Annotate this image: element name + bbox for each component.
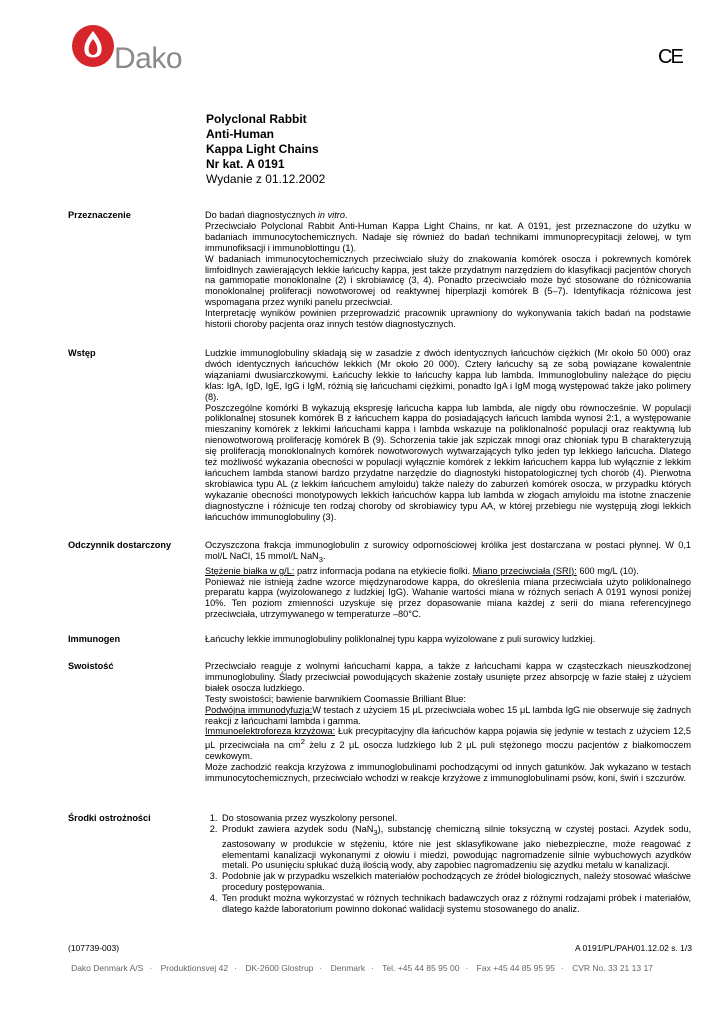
superscript: 2 xyxy=(300,737,305,747)
text: Stężenie białka w g/L: xyxy=(205,565,295,576)
text: L puli stężonego moczu pacjentów z białkomoczem cewkowym. xyxy=(205,740,691,762)
text: . xyxy=(322,550,326,561)
paragraph: Łańcuchy lekkie immunoglobuliny poliklonalnej typu kappa wyizolowane z puli surowicy ludzkiej. xyxy=(205,634,596,644)
section-label: Immunogen xyxy=(68,634,121,644)
title-line: Kappa Light Chains xyxy=(206,142,319,156)
edition-date: Wydanie z 01.12.2002 xyxy=(206,172,326,186)
section-label: Przeznaczenie xyxy=(68,210,131,220)
catalog-number: Nr kat. A 0191 xyxy=(206,157,285,171)
text: L lambda IgG nie obserwuje się żadnych reakcji z łańcuchami lambda i gamma. xyxy=(205,704,691,726)
text: Łuk precypitacyjny dla łańcuchów kappa pojawia się jedynie w testach z użyciem 12,5 xyxy=(335,726,691,737)
paragraph: Testy swoistości; bawienie barwnikiem Coomassie Brilliant Blue: xyxy=(205,693,466,704)
paragraph: Ludzkie immunoglobuliny składają się w zasadzie z dwóch identycznych łańcuchów ciężkich (Mr około 50 000) oraz dwóch identycznych łańcuchów lekkich (Mr około 20 000). Cztery łańcuchy są ze sobą powiązane kowalentnie wiązaniami dwusiarczkowymi. Łańcuchy lekkie to łańcuchy kappa lub lambda. Immunoglobuliny należące do pięciu klas: IgA, IgD, IgE, IgG i IgM, różnią się łańcuchami ciężkimi, ponadto IgA i IgM mogą występować także jako polimery (8). xyxy=(205,348,691,402)
address-part: DK-2600 Glostrup xyxy=(245,963,314,973)
section-content xyxy=(205,540,691,620)
product-title xyxy=(206,112,325,187)
text: L przeciwciała wobec 15 xyxy=(417,704,520,715)
document-code: (107739-003) xyxy=(68,943,120,953)
micro-symbol: μ xyxy=(349,740,355,751)
text: Miano przeciwciała (SRI): xyxy=(472,565,577,576)
cvr-number: CVR No. 33 21 13 17 xyxy=(572,963,653,973)
text: patrz informacja podana na etykiecie fiolki. xyxy=(294,565,473,576)
section-content xyxy=(205,210,691,330)
dako-logo xyxy=(70,22,195,77)
text: żelu z 2 xyxy=(304,740,349,751)
paragraph: Może zachodzić reakcja krzyżowa z immunoglobulinami pochodzącymi od innych gatunków. Jak wykazano w testach immunocytochemicznych, przeciwciało wchodzi w reakcje krzyżowe z immunoglobulinami psów, koni, świń i szczurów. xyxy=(205,762,691,784)
micro-symbol: μ xyxy=(205,740,211,751)
section-label: Środki ostrożności xyxy=(68,813,151,823)
brand-name: Dako xyxy=(114,42,183,75)
company-address: Dako Denmark A/S · Produktionsvej 42 · DK-2600 Glostrup · Denmark · Tel. +45 44 85 95 00 · Fax +45 44 85 95 95 · CVR No. 33 21 13 17 xyxy=(71,963,653,973)
address-part: Denmark xyxy=(330,963,366,973)
dako-logo-icon xyxy=(70,22,116,72)
section-content xyxy=(205,813,691,915)
page-reference: A 0191/PL/PAH/01.12.02 s. 1/3 xyxy=(574,943,692,953)
text: Immunoelektroforeza krzyżowa: xyxy=(205,726,336,737)
text: . xyxy=(344,210,348,220)
section-label: Swoistość xyxy=(68,661,114,671)
text: Podwójna immunodyfuzja: xyxy=(205,704,313,715)
fax-number: Fax +45 44 85 95 95 xyxy=(476,963,555,973)
text: L przeciwciała na cm xyxy=(210,740,301,751)
phone-number: Tel. +45 44 85 95 00 xyxy=(382,963,460,973)
micro-symbol: μ xyxy=(412,704,418,715)
section-content xyxy=(205,348,691,523)
address-part: Dako Denmark A/S xyxy=(71,963,144,973)
list-item: 4. Ten produkt można wykorzystać w różnych technikach badawczych oraz z różnymi rodzajami próbek i materiałów, dlatego każde laboratorium powinno dokonać walidacji systemu stosowanego do analiz. xyxy=(220,893,691,915)
title-line: Anti-Human xyxy=(206,127,274,141)
text: in vitro xyxy=(317,210,345,220)
list-item: 3. Podobnie jak w przypadku wszelkich materiałów pochodzących ze źródeł biologicznych, należy stosować właściwe procedury postępowania. xyxy=(220,871,691,893)
text: 600 mg/L (10). xyxy=(576,565,639,576)
text: W testach z użyciem 15 xyxy=(312,704,413,715)
paragraph: W badaniach immunocytochemicznych przeciwciało służy do znakowania komórek osocza i pokrewnych komórek limfoidlnych zawierających lekkie łańcuchy kappa, jest także przydatnym narzędziem do klasyfikacji pacjentów chorych na gammopatie monoklonalne (2) i skrobiawicę (3, 4). Ponadto przeciwciało może być stosowane do różnicowania monoklonalnej proliferacji nowotworowej od reaktywnej hiperplazji komórek B (5–7). Identyfikacja różnicowa jest wspomagana przez wyniki panelu przeciwciał. xyxy=(205,253,691,308)
title-line: Polyclonal Rabbit xyxy=(206,112,307,126)
ce-mark: CE xyxy=(658,46,682,68)
paragraph: Przeciwciało reaguje z wolnymi łańcuchami kappa, a także z łańcuchami kappa w cząsteczkach nieuszkodzonej immunoglobuliny. Ślady przeciwciał powodujących skażenie zostały usunięte przez absorpcję w fazie stałej z użyciem białek osocza ludzkiego. xyxy=(205,661,691,693)
list-item xyxy=(220,824,691,871)
paragraph: Ponieważ nie istnieją żadne wzorce międzynarodowe kappa, do określenia miana przeciwciała użyto poliklonalnego preparatu kappa (wyizolowanego z ludzkiej IgG). Wahanie wartości miana w różnych seriach A 0191 wynosi poniżej 10%. Ten poziom zmienności uzyskuje się przez dopasowanie miana każdej z serii do miana referencyjnego przeciwciała, utrzymywanego w temperaturze –80°C. xyxy=(205,576,691,620)
section-content xyxy=(205,634,691,645)
list-item: 1. Do stosowania przez wyszkolony personel. xyxy=(220,813,691,824)
precautions-list xyxy=(205,813,691,915)
text: Produkt zawiera azydek sodu (NaN xyxy=(222,823,374,834)
micro-symbol: μ xyxy=(519,704,526,715)
text: Oczyszczona frakcja immunoglobulin z surowicy odpornościowej królika jest dostarczana w postaci płynnej. W 0,1 mol/L NaCl, 15 mmol/L NaN xyxy=(205,540,691,561)
text: L osocza ludzkiego lub 2 xyxy=(354,740,467,751)
address-part: Produktionsvej 42 xyxy=(160,963,229,973)
paragraph: Poszczególne komórki B wykazują ekspresję łańcucha kappa lub lambda, ale nigdy obu równocześnie. W populacji poliklonalnej stosunek komórek B z łańcuchem kappa do posiadających łańcuch lambda wynosi 2:1, a występowanie mieszaniny komórek z lekkimi łańcuchami kappa i lambda wskazuje na poliklonalność populacji oraz reaktywną lub nienowotworową proliferację komórek B (9). Schorzenia takie jak szpiczak mnogi oraz chłoniak typu B charakteryzują się proliferacją monoklonalnych komórek nowotworowych wytwarzających tylko jeden typ lekkiego łańcucha. Dlatego też możliwość wykazania obecności w populacji wyłącznie komórek z lekkim łańcuchem kappa lub wyłącznie z lekkim łańcuchem lambda stanowi bardzo przydatne narzędzie do diagnostyki histopatologicznej tych chorób (4). Pierwotna skrobiawica typu AL (z lekkim łańcuchem amyloidu) także należy do zaburzeń komórek osocza, w przypadku których wykazanie obecności monotypowych lekkich łańcuchów kappa lub lambda w złogach amyloidu ma istotne znaczenie diagnostyczne i różnicuje ten rodzaj choroby od skrobiawicy typu AA, w której przebiegu nie występują złogi lekkich łańcuchów immunoglobuliny (3). xyxy=(205,402,691,522)
text: Do badań diagnostycznych xyxy=(205,210,318,220)
paragraph: Przeciwciało Polyclonal Rabbit Anti-Human Kappa Light Chains, nr kat. A 0191, jest przeznaczone do użytku w badaniach immunocytochemicznych. Nadaje się również do badań technikami immunoprecypitacji żelowej, w tym immunofiksacji i immunoblottingu (1). xyxy=(205,220,691,253)
section-content xyxy=(205,661,691,784)
subscript: 3 xyxy=(373,827,378,837)
text: ), substancję chemiczną silnie toksyczną w czystej postaci. Azydek sodu, zastosowany w produkcie w stężeniu, które nie jest sklasyfikowane jako niebezpieczne, może reagować z elementami kanalizacji wykonanymi z ołowiu i miedzi, powodując nagromadzenie silnie wybuchowych azydków metali. Po usunięciu spłukać dużą ilością wody, aby zapobiec nagromadzeniu się azydku metalu w kanalizacji. xyxy=(222,823,691,871)
paragraph: Interpretację wyników powinien przeprowadzić pracownik uprawniony do wykonywania takich badań na podstawie historii choroby pacjenta oraz innych testów diagnostycznych. xyxy=(205,308,691,330)
micro-symbol: μ xyxy=(466,740,472,751)
section-label: Wstęp xyxy=(68,348,96,358)
subscript: 3 xyxy=(318,554,323,564)
section-label: Odczynnik dostarczony xyxy=(68,540,172,550)
